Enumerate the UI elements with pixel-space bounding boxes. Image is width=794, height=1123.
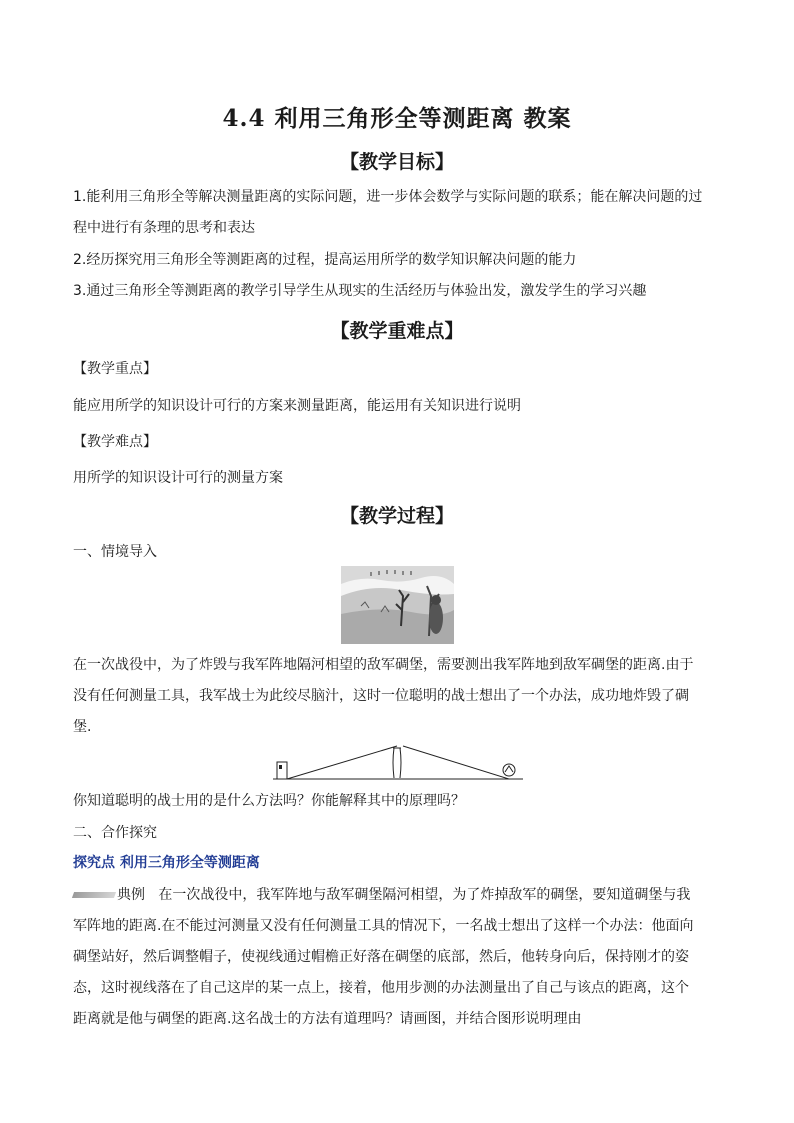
example-line-4: 态，这时视线落在了自己这岸的某一点上，接着，他用步测的办法测量出了自己与该点的距离，这个 bbox=[73, 980, 689, 996]
line-of-sight-diagram bbox=[273, 742, 523, 782]
key-point-label: 【教学重点】 bbox=[73, 361, 157, 377]
page-title: 4.4 利用三角形全等测距离 教案 bbox=[222, 105, 572, 132]
example-label: 典例 bbox=[117, 887, 145, 903]
example-tag-bar bbox=[72, 892, 116, 898]
battlefield-image bbox=[341, 566, 454, 644]
difficulty-text: 用所学的知识设计可行的测量方案 bbox=[73, 470, 283, 486]
part2-label: 二、合作探究 bbox=[73, 825, 157, 841]
example-line-5: 距离就是他与碉堡的距离.这名战士的方法有道理吗？请画图，并结合图形说明理由 bbox=[73, 1011, 582, 1027]
difficulty-label: 【教学难点】 bbox=[73, 434, 157, 450]
battlefield-illustration bbox=[341, 566, 454, 644]
objective-line-1: 1.能利用三角形全等解决测量距离的实际问题，进一步体会数学与实际问题的联系；能在解决问题的过 bbox=[73, 189, 703, 205]
objective-line-2: 程中进行有条理的思考和表达 bbox=[73, 220, 255, 236]
explore-point-label: 探究点 利用三角形全等测距离 bbox=[73, 855, 260, 871]
story-line-3: 堡. bbox=[73, 719, 92, 735]
objective-line-3: 2.经历探究用三角形全等测距离的过程，提高运用所学的数学知识解决问题的能力 bbox=[73, 252, 577, 268]
story-line-1: 在一次战役中，为了炸毁与我军阵地隔河相望的敌军碉堡，需要测出我军阵地到敌军碉堡的距离.由于 bbox=[73, 657, 694, 673]
example-line-2: 军阵地的距离.在不能过河测量又没有任何测量工具的情况下，一名战士想出了这样一个办法：他面向 bbox=[73, 918, 694, 934]
question-text: 你知道聪明的战士用的是什么方法吗？你能解释其中的原理吗？ bbox=[73, 793, 465, 809]
section-heading-process: 【教学过程】 bbox=[339, 505, 454, 527]
section-heading-key-points: 【教学重难点】 bbox=[330, 320, 464, 342]
key-point-text: 能应用所学的知识设计可行的方案来测量距离，能运用有关知识进行说明 bbox=[73, 398, 521, 414]
section-heading-objectives: 【教学目标】 bbox=[339, 151, 454, 173]
example-line-1 bbox=[73, 884, 690, 904]
line-of-sight-svg bbox=[273, 742, 523, 782]
story-line-2: 没有任何测量工具，我军战士为此绞尽脑汁，这时一位聪明的战士想出了一个办法，成功地炸毁了碉 bbox=[73, 688, 689, 704]
example-text-1: 在一次战役中，我军阵地与敌军碉堡隔河相望，为了炸掉敌军的碉堡，要知道碉堡与我 bbox=[158, 887, 691, 903]
objective-line-4: 3.通过三角形全等测距离的教学引导学生从现实的生活经历与体验出发，激发学生的学习兴趣 bbox=[73, 283, 647, 299]
part1-label: 一、情境导入 bbox=[73, 544, 157, 560]
example-line-3: 碉堡站好，然后调整帽子，使视线通过帽檐正好落在碉堡的底部，然后，他转身向后，保持刚才的姿 bbox=[73, 949, 689, 965]
